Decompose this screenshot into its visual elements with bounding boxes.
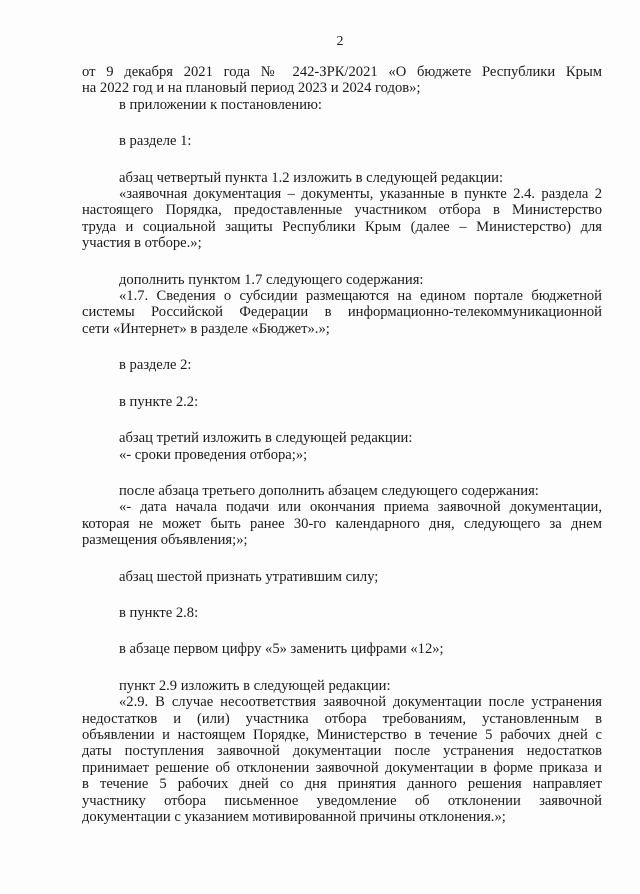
paragraph-law-reference bbox=[82, 64, 602, 97]
paragraph-amend-2-9: пункт 2.9 изложить в следующей редакции: bbox=[119, 677, 391, 694]
paragraph-appendix: в приложении к постановлению: bbox=[119, 96, 322, 113]
text-line: недостатков и (или) участника отбора требованиям, установленным в bbox=[82, 710, 602, 727]
text-line: участия в отборе.»; bbox=[82, 235, 202, 252]
text-line: участнику отбора письменное уведомление об отклонении заявочной bbox=[82, 792, 602, 809]
text-line: «1.7. Сведения о субсидии размещаются на едином портале бюджетной bbox=[119, 288, 602, 305]
paragraph-amend-third: абзац третий изложить в следующей редакции: bbox=[119, 430, 413, 447]
text-line: от 9 декабря 2021 года № 242-ЗРК/2021 «О бюджете Республики Крым bbox=[82, 64, 602, 80]
text-line: документации с указанием мотивированной причины отклонения.»; bbox=[82, 809, 506, 825]
paragraph-quote-dates bbox=[82, 499, 602, 548]
text-line: принимает решение об отклонении заявочной документации в форме приказа и bbox=[82, 759, 602, 776]
paragraph-quote-1-2 bbox=[82, 186, 602, 252]
text-line: «- дата начала подачи или окончания приема заявочной документации, bbox=[119, 499, 602, 516]
paragraph-quote-1-7 bbox=[82, 288, 602, 337]
paragraph-sixth-void: абзац шестой признать утратившим силу; bbox=[119, 568, 379, 585]
paragraph-replace-digit: в абзаце первом цифру «5» заменить цифрами «12»; bbox=[119, 641, 444, 658]
text-line: сети «Интернет» в разделе «Бюджет».»; bbox=[82, 320, 330, 337]
text-line: «заявочная документация – документы, указанные в пункте 2.4. раздела 2 bbox=[119, 186, 602, 203]
text-line: труда и социальной защиты Республики Крым (далее – Министерство) для bbox=[82, 218, 602, 235]
paragraph-item-2-8: в пункте 2.8: bbox=[119, 604, 199, 621]
text-line: объявлении и настоящем Порядке, Министерство в течение 5 рабочих дней с bbox=[82, 726, 602, 743]
text-line: в течение 5 рабочих дней со дня принятия данного решения направляет bbox=[82, 776, 602, 793]
paragraph-add-after-third: после абзаца третьего дополнить абзацем следующего содержания: bbox=[119, 482, 539, 499]
text-line: которая не может быть ранее 30-го календарного дня, следующего за днем bbox=[82, 515, 602, 532]
text-line: даты поступления заявочной документации после устранения недостатков bbox=[82, 743, 602, 760]
paragraph-section-1: в разделе 1: bbox=[119, 133, 192, 150]
document-body bbox=[82, 64, 602, 825]
page-number: 2 bbox=[336, 34, 344, 49]
text-line: системы Российской Федерации в информационно-телекоммуникационной bbox=[82, 304, 602, 321]
text-line: настоящего Порядка, предоставленные участником отбора в Министерство bbox=[82, 202, 602, 219]
paragraph-section-2: в разделе 2: bbox=[119, 357, 192, 374]
paragraph-amend-1-2: абзац четвертый пункта 1.2 изложить в следующей редакции: bbox=[119, 169, 504, 186]
paragraph-quote-2-9 bbox=[82, 694, 602, 825]
text-line: на 2022 год и на плановый период 2023 и 2024 годов»; bbox=[82, 80, 421, 97]
paragraph-quote-terms: «- сроки проведения отбора;»; bbox=[119, 446, 308, 463]
text-line: «2.9. В случае несоответствия заявочной документации после устранения bbox=[119, 694, 602, 711]
text-line: размещения объявления;»; bbox=[82, 532, 248, 549]
paragraph-add-1-7: дополнить пунктом 1.7 следующего содержания: bbox=[119, 271, 424, 288]
paragraph-item-2-2: в пункте 2.2: bbox=[119, 393, 199, 410]
